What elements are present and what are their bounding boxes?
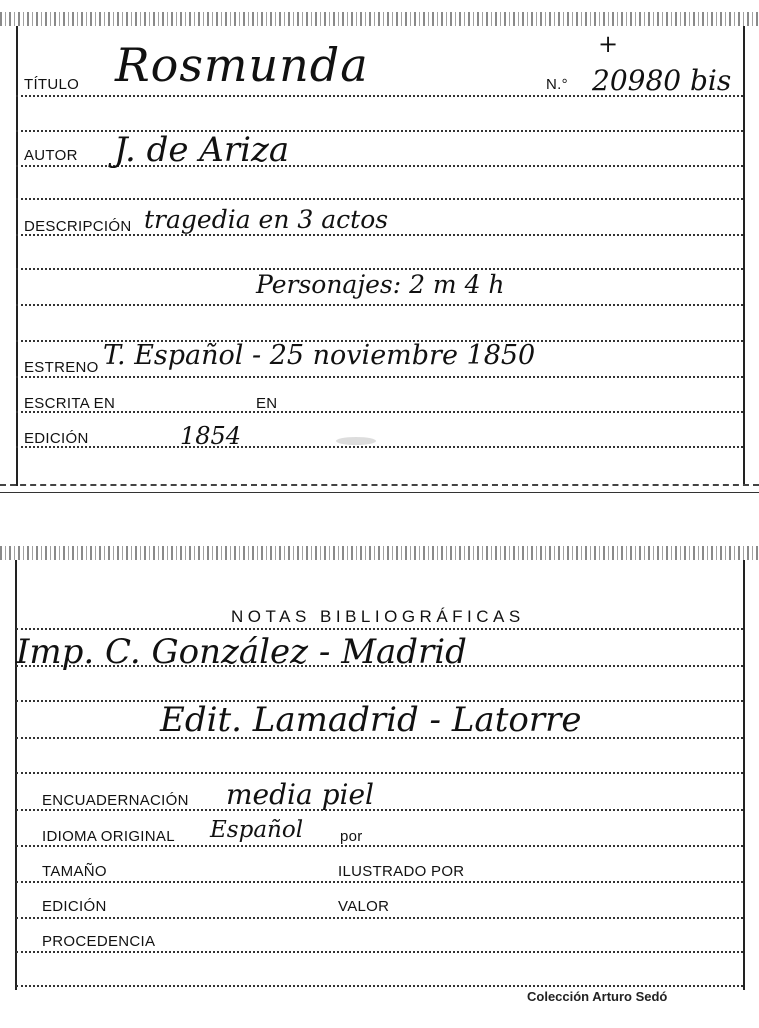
- autor-label: AUTOR: [24, 147, 78, 164]
- ruled-line: [16, 772, 743, 774]
- en-label: EN: [256, 395, 278, 412]
- notas-line-2: Edit. Lamadrid - Latorre: [160, 700, 582, 740]
- card-bottom-edge: [0, 484, 759, 486]
- card-border-right: [743, 26, 745, 486]
- autor-value: J. de Ariza: [114, 130, 290, 170]
- encuadernacion-value: media piel: [226, 778, 374, 811]
- ruled-line: [16, 376, 743, 378]
- descripcion-value: tragedia en 3 actos: [144, 205, 389, 234]
- torn-edge-top: [0, 546, 759, 560]
- torn-edge-top: [0, 12, 759, 26]
- numero-label: N.°: [546, 76, 568, 93]
- idioma-label: IDIOMA ORIGINAL: [42, 828, 175, 845]
- ruled-line: [16, 446, 743, 448]
- card-separator: [0, 492, 759, 493]
- valor-label: VALOR: [338, 898, 390, 915]
- idioma-value: Español: [210, 817, 304, 843]
- ruled-line: [16, 304, 743, 306]
- edicion-label: EDICIÓN: [24, 430, 89, 447]
- por-label: por: [340, 828, 363, 845]
- edicion-label: EDICIÓN: [42, 898, 107, 915]
- edicion-value: 1854: [180, 422, 242, 450]
- ink-smudge: [336, 437, 376, 445]
- ruled-line: [16, 845, 743, 847]
- card-border-right: [743, 560, 745, 990]
- ruled-line: [16, 628, 743, 630]
- ruled-line: [16, 917, 743, 919]
- procedencia-label: PROCEDENCIA: [42, 933, 156, 950]
- ruled-line: [16, 951, 743, 953]
- estreno-value: T. Español - 25 noviembre 1850: [103, 340, 536, 371]
- encuadernacion-label: ENCUADERNACIÓN: [42, 792, 189, 809]
- estreno-label: ESTRENO: [24, 359, 99, 376]
- escrita-en-label: ESCRITA EN: [24, 395, 116, 412]
- ilustrado-label: ILUSTRADO POR: [338, 863, 465, 880]
- ruled-line: [16, 198, 743, 200]
- ruled-line: [16, 411, 743, 413]
- personajes-value: Personajes: 2 m 4 h: [256, 270, 505, 299]
- card-border-left: [15, 560, 17, 990]
- notas-heading: NOTAS BIBLIOGRÁFICAS: [231, 607, 525, 626]
- coleccion-credit: Colección Arturo Sedó: [527, 989, 668, 1004]
- ruled-line: [16, 985, 743, 987]
- tamano-label: TAMAÑO: [42, 863, 107, 880]
- descripcion-label: DESCRIPCIÓN: [24, 218, 132, 235]
- ruled-line: [16, 809, 743, 811]
- titulo-label: TÍTULO: [24, 76, 80, 93]
- numero-mark: +: [598, 30, 619, 58]
- numero-value: 20980 bis: [592, 64, 732, 97]
- titulo-value: Rosmunda: [115, 38, 369, 92]
- notas-line-1: Imp. C. González - Madrid: [16, 632, 467, 672]
- ruled-line: [16, 881, 743, 883]
